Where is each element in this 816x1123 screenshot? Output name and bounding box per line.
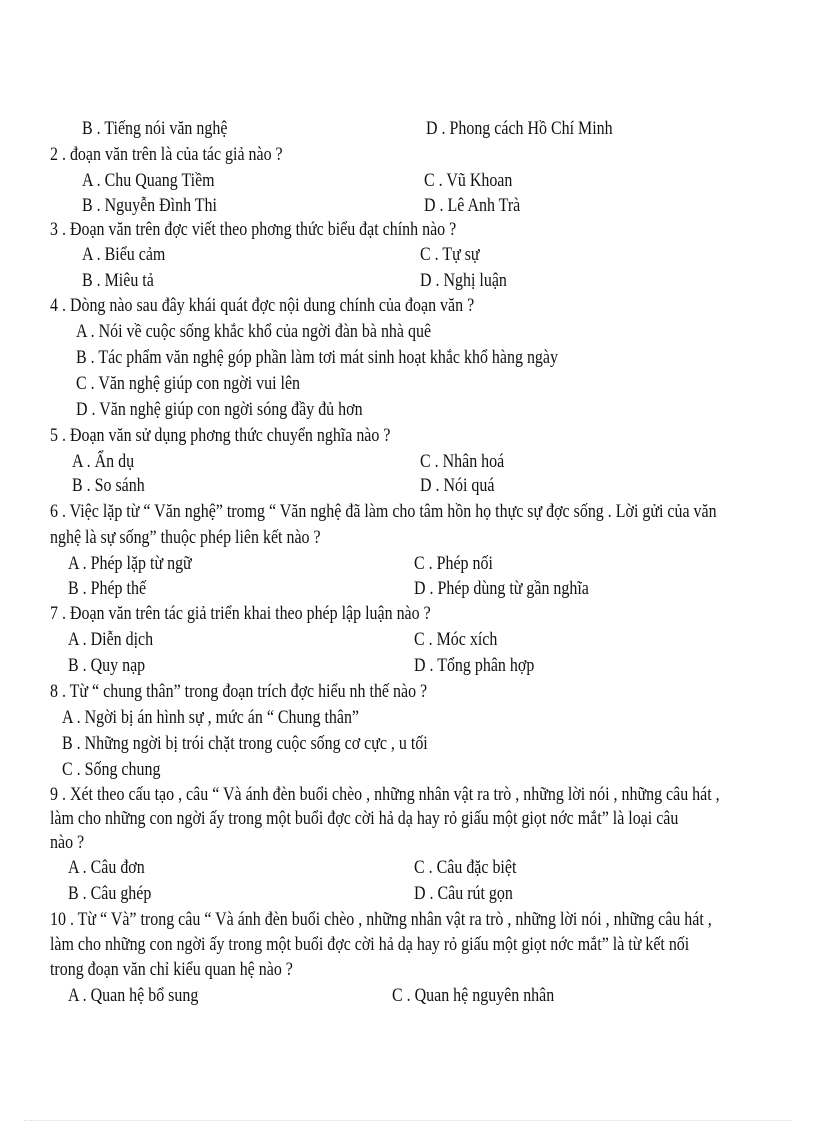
q9-stem-line-3: nào ? <box>50 832 85 853</box>
q6-option-d: D . Phép dùng từ gần nghĩa <box>414 578 589 599</box>
q9-option-a: A . Câu đơn <box>68 857 145 878</box>
q5-option-b: B . So sánh <box>72 475 145 496</box>
q7-option-b: B . Quy nạp <box>68 655 146 676</box>
q3-option-d: D . Nghị luận <box>420 270 507 291</box>
q5-option-d: D . Nói quá <box>420 475 495 496</box>
q5-option-a: A . Ẩn dụ <box>72 451 135 472</box>
page-bottom-divider <box>24 1120 792 1121</box>
q6-option-a: A . Phép lặp từ ngữ <box>68 553 192 574</box>
q4-stem: 4 . Dòng nào sau đây khái quát đợc nội dung chính của đoạn văn ? <box>50 295 475 316</box>
q8-option-a: A . Ngời bị án hình sự , mức án “ Chung thân” <box>62 707 360 728</box>
q10-stem-line-1: 10 . Từ “ Và” trong câu “ Và ánh đèn buổi chèo , những nhân vật ra trò , những lời nói , những câu hát , <box>50 909 712 930</box>
q2-option-a: A . Chu Quang Tiềm <box>82 170 215 191</box>
q9-stem-line-2: làm cho những con ngời ấy trong một buổi đợc cời hả dạ hay rỏ giấu một giọt nớc mắt” là loại câu <box>50 808 679 829</box>
q2-stem: 2 . đoạn văn trên là của tác giả nào ? <box>50 144 283 165</box>
q6-option-b: B . Phép thế <box>68 578 147 599</box>
q6-option-c: C . Phép nối <box>414 553 493 574</box>
q5-option-c: C . Nhân hoá <box>420 451 505 472</box>
q6-stem-line-2: nghệ là sự sống” thuộc phép liên kết nào ? <box>50 527 321 548</box>
q10-stem-line-2: làm cho những con ngời ấy trong một buổi đợc cời hả dạ hay rỏ giấu một giọt nớc mắt” là từ kết nối <box>50 934 690 955</box>
q2-option-b: B . Nguyễn Đình Thi <box>82 195 217 216</box>
q4-option-d: D . Văn nghệ giúp con ngời sóng đầy đủ hơn <box>76 399 363 420</box>
q4-option-a: A . Nói về cuộc sống khắc khổ của ngời đàn bà nhà quê <box>76 321 432 342</box>
q9-option-d: D . Câu rút gọn <box>414 883 513 904</box>
q10-stem-line-3: trong đoạn văn chỉ kiểu quan hệ nào ? <box>50 959 293 980</box>
q8-stem: 8 . Từ “ chung thân” trong đoạn trích đợc hiểu nh thế nào ? <box>50 681 428 702</box>
q9-option-b: B . Câu ghép <box>68 883 152 904</box>
q3-option-b: B . Miêu tả <box>82 270 154 291</box>
q1-option-d: D . Phong cách Hồ Chí Minh <box>426 118 613 139</box>
q6-stem-line-1: 6 . Việc lặp từ “ Văn nghệ” tromg “ Văn nghệ đã làm cho tâm hồn họ thực sự đợc sống . Lời gửi của văn <box>50 501 717 522</box>
q8-option-b: B . Những ngời bị trói chặt trong cuộc sống cơ cực , u tối <box>62 733 428 754</box>
q3-option-a: A . Biểu cảm <box>82 244 166 265</box>
q4-option-b: B . Tác phẩm văn nghệ góp phần làm tơi mát sinh hoạt khắc khổ hàng ngày <box>76 347 558 368</box>
q9-option-c: C . Câu đặc biệt <box>414 857 517 878</box>
q1-option-b: B . Tiếng nói văn nghệ <box>82 118 228 139</box>
q3-stem: 3 . Đoạn văn trên đợc viết theo phơng thức biểu đạt chính nào ? <box>50 219 457 240</box>
q9-stem-line-1: 9 . Xét theo cấu tạo , câu “ Và ánh đèn buổi chèo , những nhân vật ra trò , những lời nói , những câu hát , <box>50 784 720 805</box>
q5-stem: 5 . Đoạn văn sử dụng phơng thức chuyển nghĩa nào ? <box>50 425 391 446</box>
q7-option-a: A . Diễn dịch <box>68 629 154 650</box>
q10-option-c: C . Quan hệ nguyên nhân <box>392 985 555 1006</box>
q3-option-c: C . Tự sự <box>420 244 480 265</box>
q7-option-c: C . Móc xích <box>414 629 498 650</box>
q10-option-a: A . Quan hệ bổ sung <box>68 985 199 1006</box>
q8-option-c: C . Sống chung <box>62 759 161 780</box>
q7-stem: 7 . Đoạn văn trên tác giả triển khai theo phép lập luận nào ? <box>50 603 431 624</box>
q7-option-d: D . Tổng phân hợp <box>414 655 535 676</box>
q2-option-d: D . Lê Anh Trà <box>424 195 521 216</box>
q4-option-c: C . Văn nghệ giúp con ngời vui lên <box>76 373 301 394</box>
q2-option-c: C . Vũ Khoan <box>424 170 513 191</box>
